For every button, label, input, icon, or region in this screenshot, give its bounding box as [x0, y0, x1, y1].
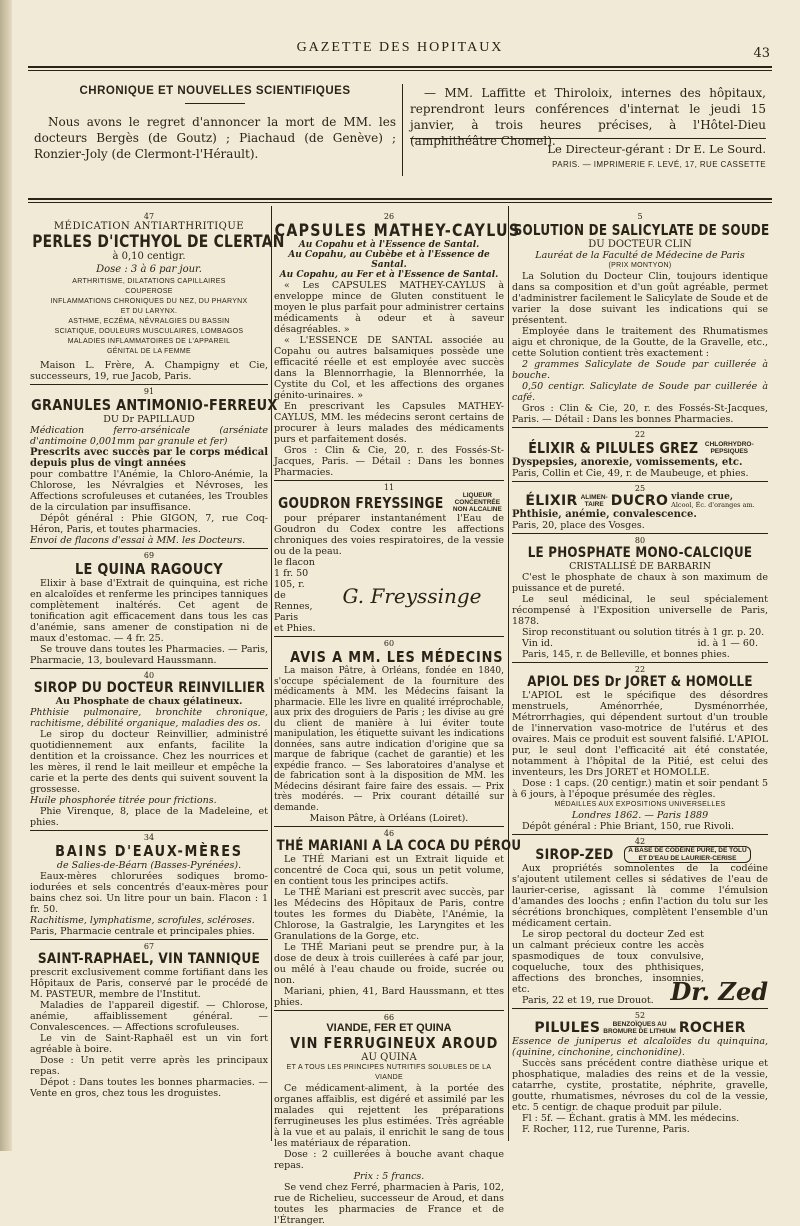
top-column-divider [402, 84, 403, 176]
ad-indication: COUPEROSE [125, 288, 173, 295]
page-spine-shadow [0, 0, 12, 1151]
ad-title-2: ROCHER [678, 1020, 746, 1036]
ad-tag-line: A BASE DE CODÉINE PURE, DE TOLU [628, 847, 747, 854]
ad-rule [274, 480, 504, 481]
ad-text: Se trouve dans toutes les Pharmacies. — Paris, Pharmacie, 13, boulevard Haussmann. [30, 644, 268, 666]
ad-rule [512, 834, 768, 835]
ads-column-3 [512, 212, 768, 1142]
ad-text: Dose : 1 caps. (20 centigr.) matin et soir pendant 5 à 6 jours, à l'époque présumée des règles. [512, 778, 768, 800]
ad-rule [512, 481, 768, 482]
ad-number: 34 [143, 833, 155, 842]
ad-indication: GÉNITAL DE LA FEMME [107, 348, 191, 355]
ad-avis-medecins [274, 636, 504, 824]
ad-title: SIROP DU DOCTEUR REINVILLIER [33, 680, 266, 696]
ad-medals: Londres 1862. — Paris 1889 [571, 810, 709, 821]
ad-tail-line: viande crue, [671, 492, 733, 502]
ad-text: Dépôt général : Phie Briant, 150, rue Rivoli. [522, 821, 735, 832]
ad-rule [274, 826, 504, 827]
ad-text: 0,50 centigr. Salicylate de Soude par cuillerée à café. [512, 381, 768, 403]
ad-subtitle: CRISTALLISÉ DE BARBARIN [569, 561, 711, 572]
ad-footer [512, 977, 768, 1006]
ads-column-2 [274, 212, 522, 1226]
ad-vin-left: Vin id. [522, 638, 554, 649]
ad-title: GOUDRON FREYSSINGE [278, 493, 444, 512]
ad-text: Succès sans précédent contre diathèse urique et phosphatique, maladies des reins et de la vessie, catarrhe, cystite, prostatite, néphrite, gravelle, goutte, rhumatismes, névroses du col de la vessie, etc. 5 centigr. de chaque produit par pilule. [512, 1058, 768, 1113]
ad-text: Paris, 145, r. de Belleville, et bonnes phies. [522, 649, 730, 660]
ad-number: 69 [143, 551, 155, 560]
ad-line: Paris [274, 612, 299, 623]
ad-text: L'APIOL est le spécifique des désordres menstruels, Aménorrhée, Dysménorrhée, Métrorrhagies, qui dépendent surtout d'un trouble de l'innervation vaso-motrice de l'utérus et des ovaires. Mais ce produit est souvent falsifié. L'APIOL pur, le seul dont l'efficacité ait été constatée, notamment à l'hôpital de la Pitié, est celui des inventeurs, les Drs JORET et HOMOLLE. [512, 690, 768, 778]
ad-tag-line: PEPSIQUES [710, 448, 749, 455]
ad-number: 40 [143, 671, 155, 680]
ad-subtitle: Lauréat de la Faculté de Médecine de Paris [535, 250, 745, 261]
ad-text: Elixir à base d'Extrait de quinquina, est riche en alcaloïdes et renferme les principes tanniques complètement inaltérés. Cet agent de tonification agit efficacement dans tous les cas d'anémie, sans amener de constipation ni de maux d'estomac. — 4 fr. 25. [30, 578, 268, 644]
chronique-section [34, 85, 396, 162]
ad-tail [671, 493, 755, 509]
ad-title: BAINS D'EAUX-MÈRES [55, 842, 243, 860]
ad-price: à 0,10 centigr. [112, 251, 186, 262]
ad-text: Le THÉ Mariani est prescrit avec succès, par les Médecins des Hôpitaux de Paris, contre toutes les formes du Diabète, l'Anémie, la Chlorose, la Gastralgie, les Laryngites et les Granulations de la Gorge, etc. [274, 887, 504, 942]
ads-column-1 [30, 212, 285, 1142]
ad-title: GRANULES ANTIMONIO-FERREUX [31, 396, 278, 414]
ad-indication: INFLAMMATIONS CHRONIQUES DU NEZ, DU PHARYNX [50, 298, 248, 305]
ad-price-lines [274, 557, 316, 634]
ad-text: Phthisie pulmonaire, bronchite chronique, rachitisme, débilité organique, maladies des os. [30, 707, 268, 729]
ad-text: Paris, 20, place des Vosges. [512, 520, 645, 531]
directeur-gerant: Le Directeur-gérant : Dr E. Le Sourd. [547, 142, 766, 156]
ad-text: La maison Pâtre, à Orléans, fondée en 1840, s'occupe spécialement de la fourniture des médicaments à MM. les Médecins faisant la pharmacie. Elle les livre en qualité irréprochable, aux prix des droguiers de Paris ; les divise au gré du client de manière à lui éviter toute manipulation, les étiquette suivant les indications données, sans autre indication d'origine que sa marque de fabrique (cachet de garantie) et les expédie franco. — Ses laboratoires d'analyse et de fabrication sont à la disposition de MM. les Médecins désirant faire faire des essais. — Prix très modérés. — Prix courant détaillé sur demande. [274, 666, 504, 813]
ad-vin-line [512, 638, 768, 649]
ad-capsules-mathey-caylus [274, 212, 521, 478]
ad-number: 42 [634, 837, 646, 846]
ad-tag-line: BROMURE DE LITHIUM [603, 1028, 676, 1035]
ads-divider-2 [508, 206, 509, 1141]
ad-title: SIROP-ZED [535, 846, 614, 863]
ad-text: Le seul médicinal, le seul spécialement récompensé à l'Exposition universelle de Paris, 1878. [512, 594, 768, 627]
ad-number: 22 [634, 430, 646, 439]
ad-line: 105, r. de [274, 579, 305, 601]
ad-title-row [274, 492, 504, 513]
ad-kicker: MÉDICATION ANTIARTHRITIQUE [53, 221, 245, 232]
chronique-heading: CHRONIQUE ET NOUVELLES SCIENTIFIQUES [79, 85, 351, 97]
ad-number: 5 [637, 212, 643, 221]
ad-number: 11 [383, 483, 395, 492]
ad-text: Rachitisme, lymphatisme, scrofules, scléroses. [30, 915, 255, 926]
ad-text: Paris, 22 et 19, rue Drouot. [522, 995, 654, 1006]
ad-text: Dépôt général : Phie GIGON, 7, rue Coq-Héron, Paris, et toutes pharmacies. [30, 513, 268, 535]
ad-number: 80 [634, 536, 646, 545]
ad-granules-antimonio [30, 384, 278, 546]
ad-sirop-zed [512, 834, 768, 1006]
ad-rule [274, 636, 504, 637]
ad-text: Le THÉ Mariani est un Extrait liquide et concentré de Coca qui, sous un petit volume, en contient tous les principes actifs. [274, 854, 504, 887]
ad-title: SAINT-RAPHAEL, VIN TANNIQUE [37, 951, 261, 967]
ad-indication: SCIATIQUE, DOULEURS MUSCULAIRES, LOMBAGOS [54, 328, 244, 335]
ad-title-2: DUCRO [610, 493, 669, 509]
ad-price: Prix : 5 francs. [353, 1171, 425, 1182]
ad-price-block [274, 557, 504, 634]
ad-text: Fl : 5f. — Échant. gratis à MM. les médecins. [522, 1113, 740, 1124]
ad-text: « Les CAPSULES MATHEY-CAYLUS à enveloppe mince de Gluten constituent le moyen le plus parfait pour administrer certains médicaments à odeur et à saveur désagréables. » [274, 280, 504, 335]
ad-title: LE QUINA RAGOUCY [75, 560, 223, 578]
ad-indication: ET DU LARYNX. [120, 308, 178, 315]
ad-tag-line: ALIMEN- [580, 494, 608, 501]
ad-vin-right: id. à 1 — 60. [697, 638, 758, 649]
ad-title: PILULES [534, 1020, 601, 1036]
ad-tag-line: BENZOÏQUES AU [612, 1021, 667, 1028]
ad-caps: ET A TOUS LES PRINCIPES NUTRITIFS SOLUBLES DE LA VIANDE [286, 1064, 492, 1081]
ad-text: Gros : Clin & Cie, 20, r. des Fossés-St-Jacques, Paris. — Détail : Dans les bonnes Pharmacies. [274, 445, 504, 478]
ad-text: Se vend chez Ferré, pharmacien à Paris, 102, rue de Richelieu, successeur de Aroud, et dans toutes les pharmacies de France et de l'Étranger. [274, 1182, 504, 1226]
ad-subtitle: DU DOCTEUR CLIN [588, 239, 692, 250]
ad-text: Médication ferro-arsénicale (arséniate d'antimoine 0,001mm par granule et fer) [30, 425, 268, 447]
ad-rule [512, 1008, 768, 1009]
ad-number: 91 [143, 387, 155, 396]
ad-text: Le sirop du docteur Reinvillier, administré quotidiennement aux enfants, facilite la dentition et la croissance. Chez les nourrices et les mères, il rend le lait meilleur et empêche la carie et la perte des dents qui suivent souvent la grossesse. [30, 729, 268, 795]
ad-text: Aux propriétés somnolentes de la codéine s'ajoutent utilement celles si sédatives de l'eau de laurier-cerise, agissant là comme l'émulsion d'amandes des loochs ; enfin l'action du tolu sur les sécrétions bronchiques, complètent l'ensemble d'un médicament certain. [512, 863, 768, 929]
chronique-text: Nous avons le regret d'annoncer la mort de MM. les docteurs Bergès (de Goutz) ; Piachaud (de Genève) ; Ronzier-Joly (de Clermont-l'Hérault). [34, 115, 396, 161]
ad-text: Le THÉ Mariani peut se prendre pur, à la dose de deux à trois cuillerées à café par jour, ou mêlé à l'eau chaude ou froide, sucrée ou non. [274, 942, 504, 986]
ad-line: le flacon [274, 557, 315, 568]
ad-number: 25 [634, 484, 646, 493]
ad-number: 26 [383, 212, 395, 221]
ad-tag [705, 441, 754, 455]
ad-text: Dépot : Dans toutes les bonnes pharmacies. — Vente en gros, chez tous les droguistes. [30, 1077, 268, 1099]
ad-title: CAPSULES MATHEY-CAYLUS [274, 221, 521, 240]
page-number: 43 [753, 46, 770, 61]
ad-text: C'est le phosphate de chaux à son maximum de puissance et de pureté. [512, 572, 768, 594]
ads-top-rule-thin [28, 202, 772, 203]
ad-rule [30, 830, 268, 831]
ad-text: Prescrits avec succès par le corps médical depuis plus de vingt années [30, 447, 268, 469]
ad-text: Le sirop pectoral du docteur Zed est un calmant précieux contre les accès spasmodiques de toux convulsive, coqueluche, toux des phthisiques, affections des bronches, insomnies, etc. [512, 929, 704, 995]
chronique-right-text: — MM. Laffitte et Thiroloix, internes des hôpitaux, reprendront leurs conférences d'internat le jeudi 15 janvier, à trois heures précises, à l'Hôtel-Dieu (amphithéâtre Chomel). [410, 86, 766, 148]
ad-rule [512, 662, 768, 663]
ad-title: ÉLIXIR & PILULES GREZ [528, 439, 699, 457]
ad-tag-line: ET D'EAU DE LAURIER-CERISE [638, 854, 737, 862]
ad-number: 66 [383, 1013, 395, 1022]
ad-subtitle: Au Copahu, au Cubèbe et à l'Essence de Santal. [288, 250, 490, 270]
ad-subtitle: Au Phosphate de chaux gélatineux. [55, 696, 243, 707]
ad-text: Eaux-mères chlorurées sodiques bromo-iodurées et sels concentrés d'eaux-mères pour bains chez soi. Un litre pour un bain. Flacon : 1 fr. 50. [30, 871, 268, 915]
ad-title-row [512, 439, 768, 457]
ad-text: Le vin de Saint-Raphaël est un vin fort agréable à boire. [30, 1033, 268, 1055]
gerant-rule [410, 138, 766, 139]
ad-sirop-reinvillier [30, 668, 268, 828]
ad-line: Rennes, [274, 601, 313, 612]
ad-perles-icthyol [30, 212, 285, 382]
ad-text: prescrit exclusivement comme fortifiant dans les Hôpitaux de Paris, conservé par le procédé de M. PASTEUR, membre de l'Institut. [30, 967, 268, 1000]
ad-dose: Dose : 3 à 6 par jour. [96, 264, 202, 275]
ad-title: APIOL DES Dr JORET & HOMOLLE [527, 674, 753, 690]
ad-phosphate-barbarin [512, 533, 768, 660]
ad-subtitle: de Salies-de-Béarn (Basses-Pyrénées). [56, 860, 242, 871]
ad-caps: (PRIX MONTYON) [608, 262, 672, 269]
ad-elixir-ducro [512, 481, 768, 531]
chronique-rule [185, 103, 245, 104]
ad-text: Ce médicament-aliment, à la portée des organes affaiblis, est digéré et assimilé par les malades qui rejettent les préparations ferrugineuses les plus estimées. Très agréable à la vue et au palais, il enrichit le sang de tous les matériaux de réparation. [274, 1083, 504, 1149]
ad-address: Maison L. Frère, A. Champigny et Cie, successeurs, 19, rue Jacob, Paris. [30, 360, 268, 382]
ad-pilules-rocher [512, 1008, 768, 1135]
ads-divider-1 [271, 206, 272, 1141]
ad-tag [624, 846, 750, 863]
ad-elixir-grez [512, 427, 768, 479]
ad-title: THÉ MARIANI A LA COCA DU PÉROU [276, 838, 522, 854]
ad-indication: ASTHME, ECZÉMA, NÉVRALGIES DU BASSIN [68, 318, 230, 325]
ad-title-row [512, 493, 768, 509]
ad-apiol [512, 662, 768, 832]
ad-tag-line: TAIRE [584, 501, 604, 508]
ad-solution-salicylate [512, 212, 768, 425]
ad-title: LE PHOSPHATE MONO-CALCIQUE [527, 545, 753, 561]
imprimerie: PARIS. — IMPRIMERIE F. LEVÉ, 17, RUE CASSETTE [552, 160, 766, 169]
ad-rule [274, 1010, 504, 1011]
ad-indication: ARTHRITISME, DILATATIONS CAPILLAIRES [72, 278, 226, 285]
ad-text: F. Rocher, 112, rue Turenne, Paris. [522, 1124, 690, 1135]
ad-vin-aroud [274, 1010, 504, 1226]
ad-text: Huile phosphorée titrée pour frictions. [30, 795, 217, 806]
ad-subtitle: Au Copahu et à l'Essence de Santal. [298, 240, 480, 250]
ad-text: pour préparer instantanément l'Eau de Goudron du Codex contre les affections chroniques des voies respiratoires, de la vessie ou de la peau. [274, 513, 504, 557]
ad-number: 46 [383, 829, 395, 838]
ad-tag-line: LIQUEUR CONCENTRÉE [454, 492, 501, 506]
ad-text: La Solution du Docteur Clin, toujours identique dans sa composition et d'un goût agréable, permet d'administrer facilement le Salicylate de Soude et de varier la dose suivant les indications qui se présentent. [512, 271, 768, 326]
ad-rule [30, 939, 268, 940]
ad-text: Phie Virenque, 8, place de la Madeleine, et phies. [30, 806, 268, 828]
ad-title-row [512, 1020, 768, 1036]
ad-text: En prescrivant les Capsules MATHEY-CAYLUS, MM. les médecins seront certains de procurer à leurs malades des médicaments purs et parfaitement dosés. [274, 401, 504, 445]
ad-text: 2 grammes Salicylate de Soude par cuillerée à bouche. [512, 359, 768, 381]
ad-number: 52 [634, 1011, 646, 1020]
chronique-right [410, 85, 766, 149]
ad-text: Dose : 2 cuillerées à bouche avant chaque repas. [274, 1149, 504, 1171]
ad-rule [512, 533, 768, 534]
ad-tag [451, 492, 504, 513]
ad-the-mariani [274, 826, 522, 1008]
ad-rule [30, 668, 268, 669]
ad-tag [581, 494, 608, 508]
ad-title: VIN FERRUGINEUX AROUD [290, 1034, 499, 1052]
ad-number: 47 [143, 212, 155, 221]
ad-text: « L'ESSENCE DE SANTAL associée au Copahu ou autres balsamiques possède une efficacité réelle et est employée avec succès dans la Blennorrhagie, la Blennorrhée, la Cystite du Col, et les affections des organes génito-urinaires. » [274, 335, 504, 401]
ad-text: Gros : Clin & Cie, 20, r. des Fossés-St-Jacques, Paris. — Détail : Dans les bonnes Pharmacies. [512, 403, 768, 425]
header-rule-thin [28, 70, 772, 71]
ad-subtitle: Essence de juniperus et alcaloïdes du quinquina, (quinine, cinchonine, cinchonidine). [512, 1036, 768, 1058]
ad-number: 67 [143, 942, 155, 951]
ad-text: Envoi de flacons d'essai à MM. les Docteurs. [30, 535, 246, 546]
ad-text: pour combattre l'Anémie, la Chloro-Anémie, la Chlorose, les Névralgies et Névroses, les Affections scrofuleuses et cutanées, les Troubles de la circulation par insuffisance. [30, 469, 268, 513]
ad-subtitle: AU QUINA [361, 1052, 417, 1063]
ad-text: Paris, Collin et Cie, 49, r. de Maubeuge, et phies. [512, 468, 749, 479]
ads-top-rule [28, 198, 772, 200]
ad-tag-line: NON ALCALINE [452, 506, 502, 513]
ad-tag-line: CHLORHYDRO- [704, 441, 754, 448]
zed-logo: Dr. Zed [670, 977, 768, 1006]
ad-rule [512, 427, 768, 428]
signature [320, 557, 504, 634]
ad-text: Employée dans le traitement des Rhumatismes aigu et chronique, de la Goutte, de la Gravelle, etc., cette Solution contient très exactement : [512, 326, 768, 359]
ad-title: AVIS A MM. LES MÉDECINS [290, 648, 504, 666]
ad-title: SOLUTION DE SALICYLATE DE SOUDE [513, 221, 770, 239]
ad-text: Dyspepsies, anorexie, vomissements, etc. [512, 457, 743, 468]
ad-number: 22 [634, 665, 646, 674]
page-header [30, 40, 770, 64]
ad-quina-ragoucy [30, 548, 268, 666]
ad-rule [30, 548, 268, 549]
ad-caps: MÉDAILLES AUX EXPOSITIONS UNIVERSELLES [554, 801, 726, 808]
ad-text: Sirop reconstituant ou solution titrés à 1 gr. p. 20. [522, 627, 765, 638]
ad-title: ÉLIXIR [525, 493, 578, 509]
ad-text: Mariani, phien, 41, Bard Haussmann, et ttes phies. [274, 986, 504, 1008]
ad-goudron-freyssinge [274, 480, 504, 634]
ad-subtitle: Au Copahu, au Fer et à l'Essence de Santal. [279, 270, 499, 280]
header-rule [28, 66, 772, 68]
ad-sign: Maison Pâtre, à Orléans (Loiret). [309, 813, 469, 824]
ad-text: Paris, Pharmacie centrale et principales phies. [30, 926, 255, 937]
ad-bains-eaux-meres [30, 830, 268, 937]
ad-kicker: VIANDE, FER ET QUINA [326, 1022, 452, 1034]
ad-tail-line: Alcool, Éc. d'oranges am. [671, 501, 755, 509]
ad-indication: MALADIES INFLAMMATOIRES DE L'APPAREIL [67, 338, 231, 345]
ad-text: Phthisie, anémie, convalescence. [512, 509, 697, 520]
ad-text: Dose : Un petit verre après les principaux repas. [30, 1055, 268, 1077]
ad-number: 60 [383, 639, 395, 648]
journal-title: GAZETTE DES HOPITAUX [296, 40, 504, 55]
ad-text: Maladies de l'appareil digestif. — Chlorose, anémie, affaiblissement général. — Convalescences. — Affections scrofuleuses. [30, 1000, 268, 1033]
ad-rule [30, 384, 268, 385]
ad-subtitle: DU Dr PAPILLAUD [103, 414, 195, 425]
ad-line: 1 fr. 50 [274, 568, 309, 579]
ad-title-row [512, 846, 768, 863]
ad-title: PERLES D'ICTHYOL DE CLERTAN [32, 232, 285, 251]
ad-tag [603, 1021, 676, 1035]
ad-saint-raphael [30, 939, 268, 1099]
ad-line: et Phies. [274, 623, 316, 634]
signature-text: G. Freyssinge [342, 583, 482, 608]
